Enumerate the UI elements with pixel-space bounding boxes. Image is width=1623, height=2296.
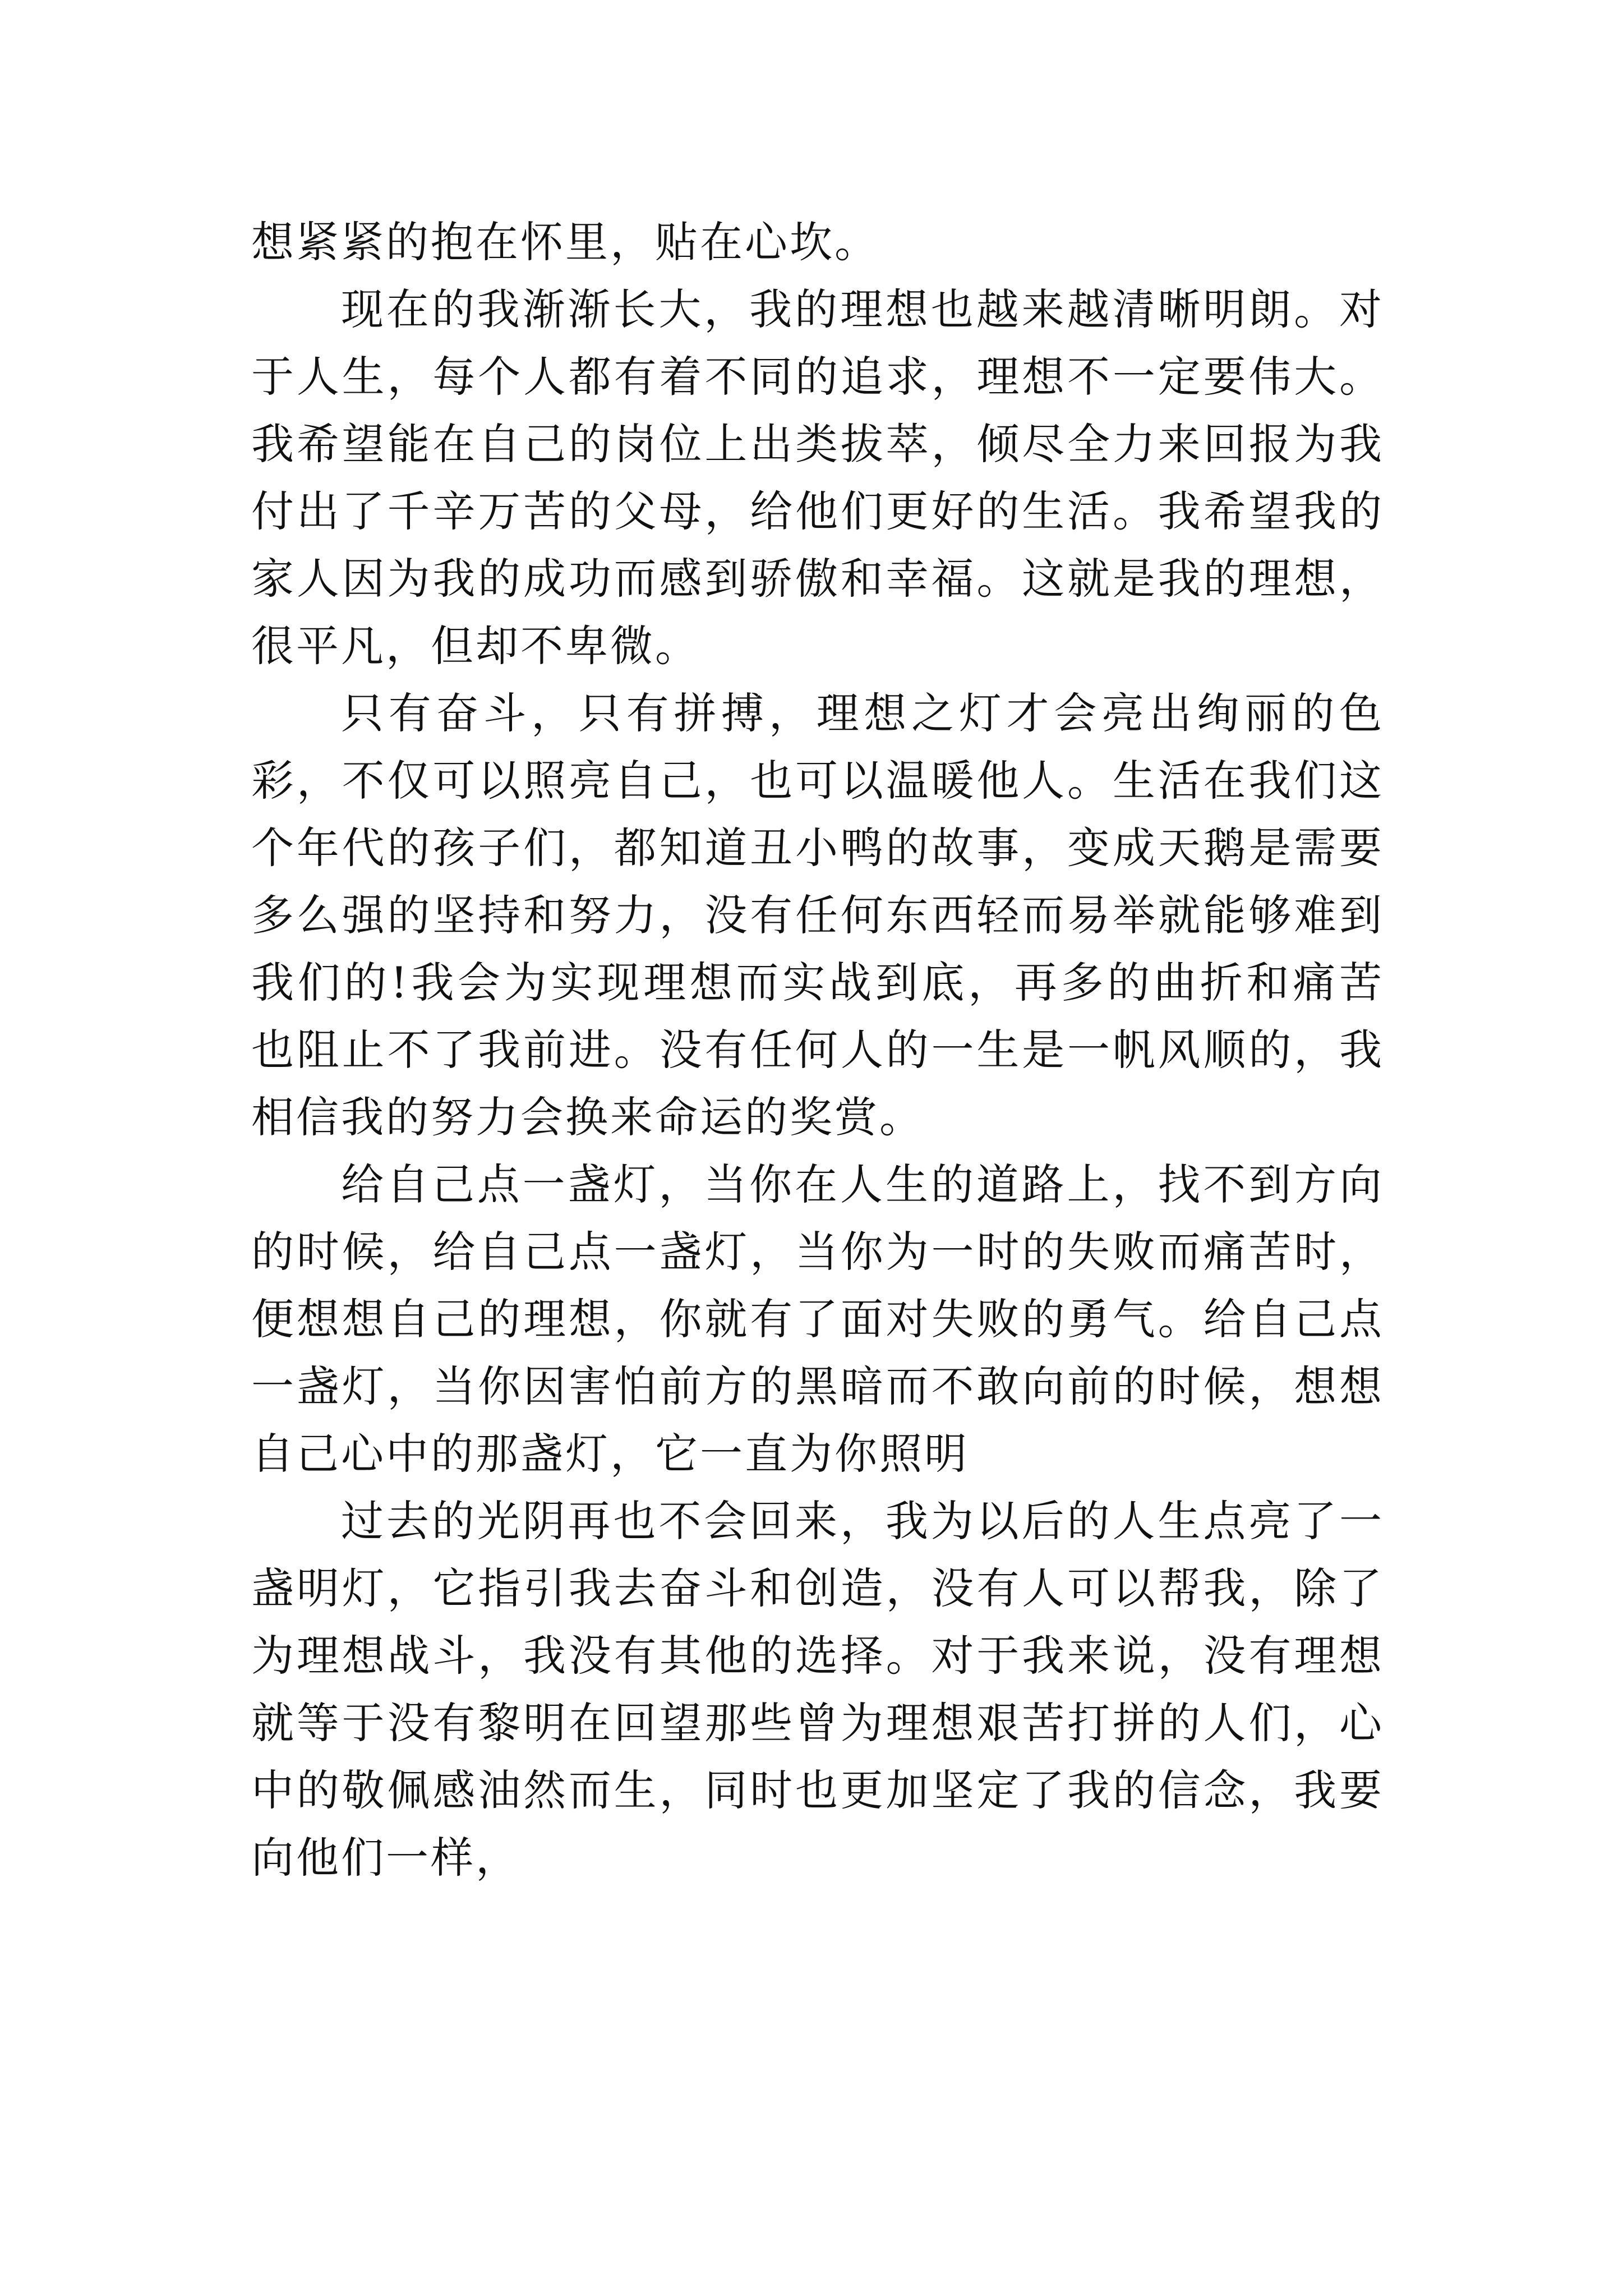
paragraph-4: 给自己点一盏灯，当你在人生的道路上，找不到方向的时候，给自己点一盏灯，当你为一时的失败而痛苦时，便想想自己的理想，你就有了面对失败的勇气。给自己点一盏灯，当你因害怕前方的黑暗而不敢向前的时候，想想自己心中的那盏灯，它一直为你照明 xyxy=(251,1159,1384,1479)
paragraph-3: 只有奋斗，只有拼搏，理想之灯才会亮出绚丽的色彩，不仅可以照亮自己，也可以温暖他人。生活在我们这个年代的孩子们，都知道丑小鸭的故事，变成天鹅是需要多么强的坚持和努力，没有任何东西轻而易举就能够难到我们的!我会为实现理想而实战到底，再多的曲折和痛苦也阻止不了我前进。没有任何人的一生是一帆风顺的，我相信我的努力会换来命运的奖赏。 xyxy=(251,688,1384,1142)
paragraph-2: 现在的我渐渐长大，我的理想也越来越清晰明朗。对于人生，每个人都有着不同的追求，理想不一定要伟大。我希望能在自己的岗位上出类拔萃，倾尽全力来回报为我付出了千辛万苦的父母，给他们更好的生活。我希望我的家人因为我的成功而感到骄傲和幸福。这就是我的理想，很平凡，但却不卑微。 xyxy=(251,284,1384,671)
document-body xyxy=(251,209,1384,1892)
paragraph-5: 过去的光阴再也不会回来，我为以后的人生点亮了一盏明灯，它指引我去奋斗和创造，没有人可以帮我，除了为理想战斗，我没有其他的选择。对于我来说，没有理想就等于没有黎明在回望那些曾为理想艰苦打拼的人们，心中的敬佩感油然而生，同时也更加坚定了我的信念，我要向他们一样， xyxy=(251,1496,1384,1883)
paragraph-1: 想紧紧的抱在怀里，贴在心坎。 xyxy=(251,217,879,267)
